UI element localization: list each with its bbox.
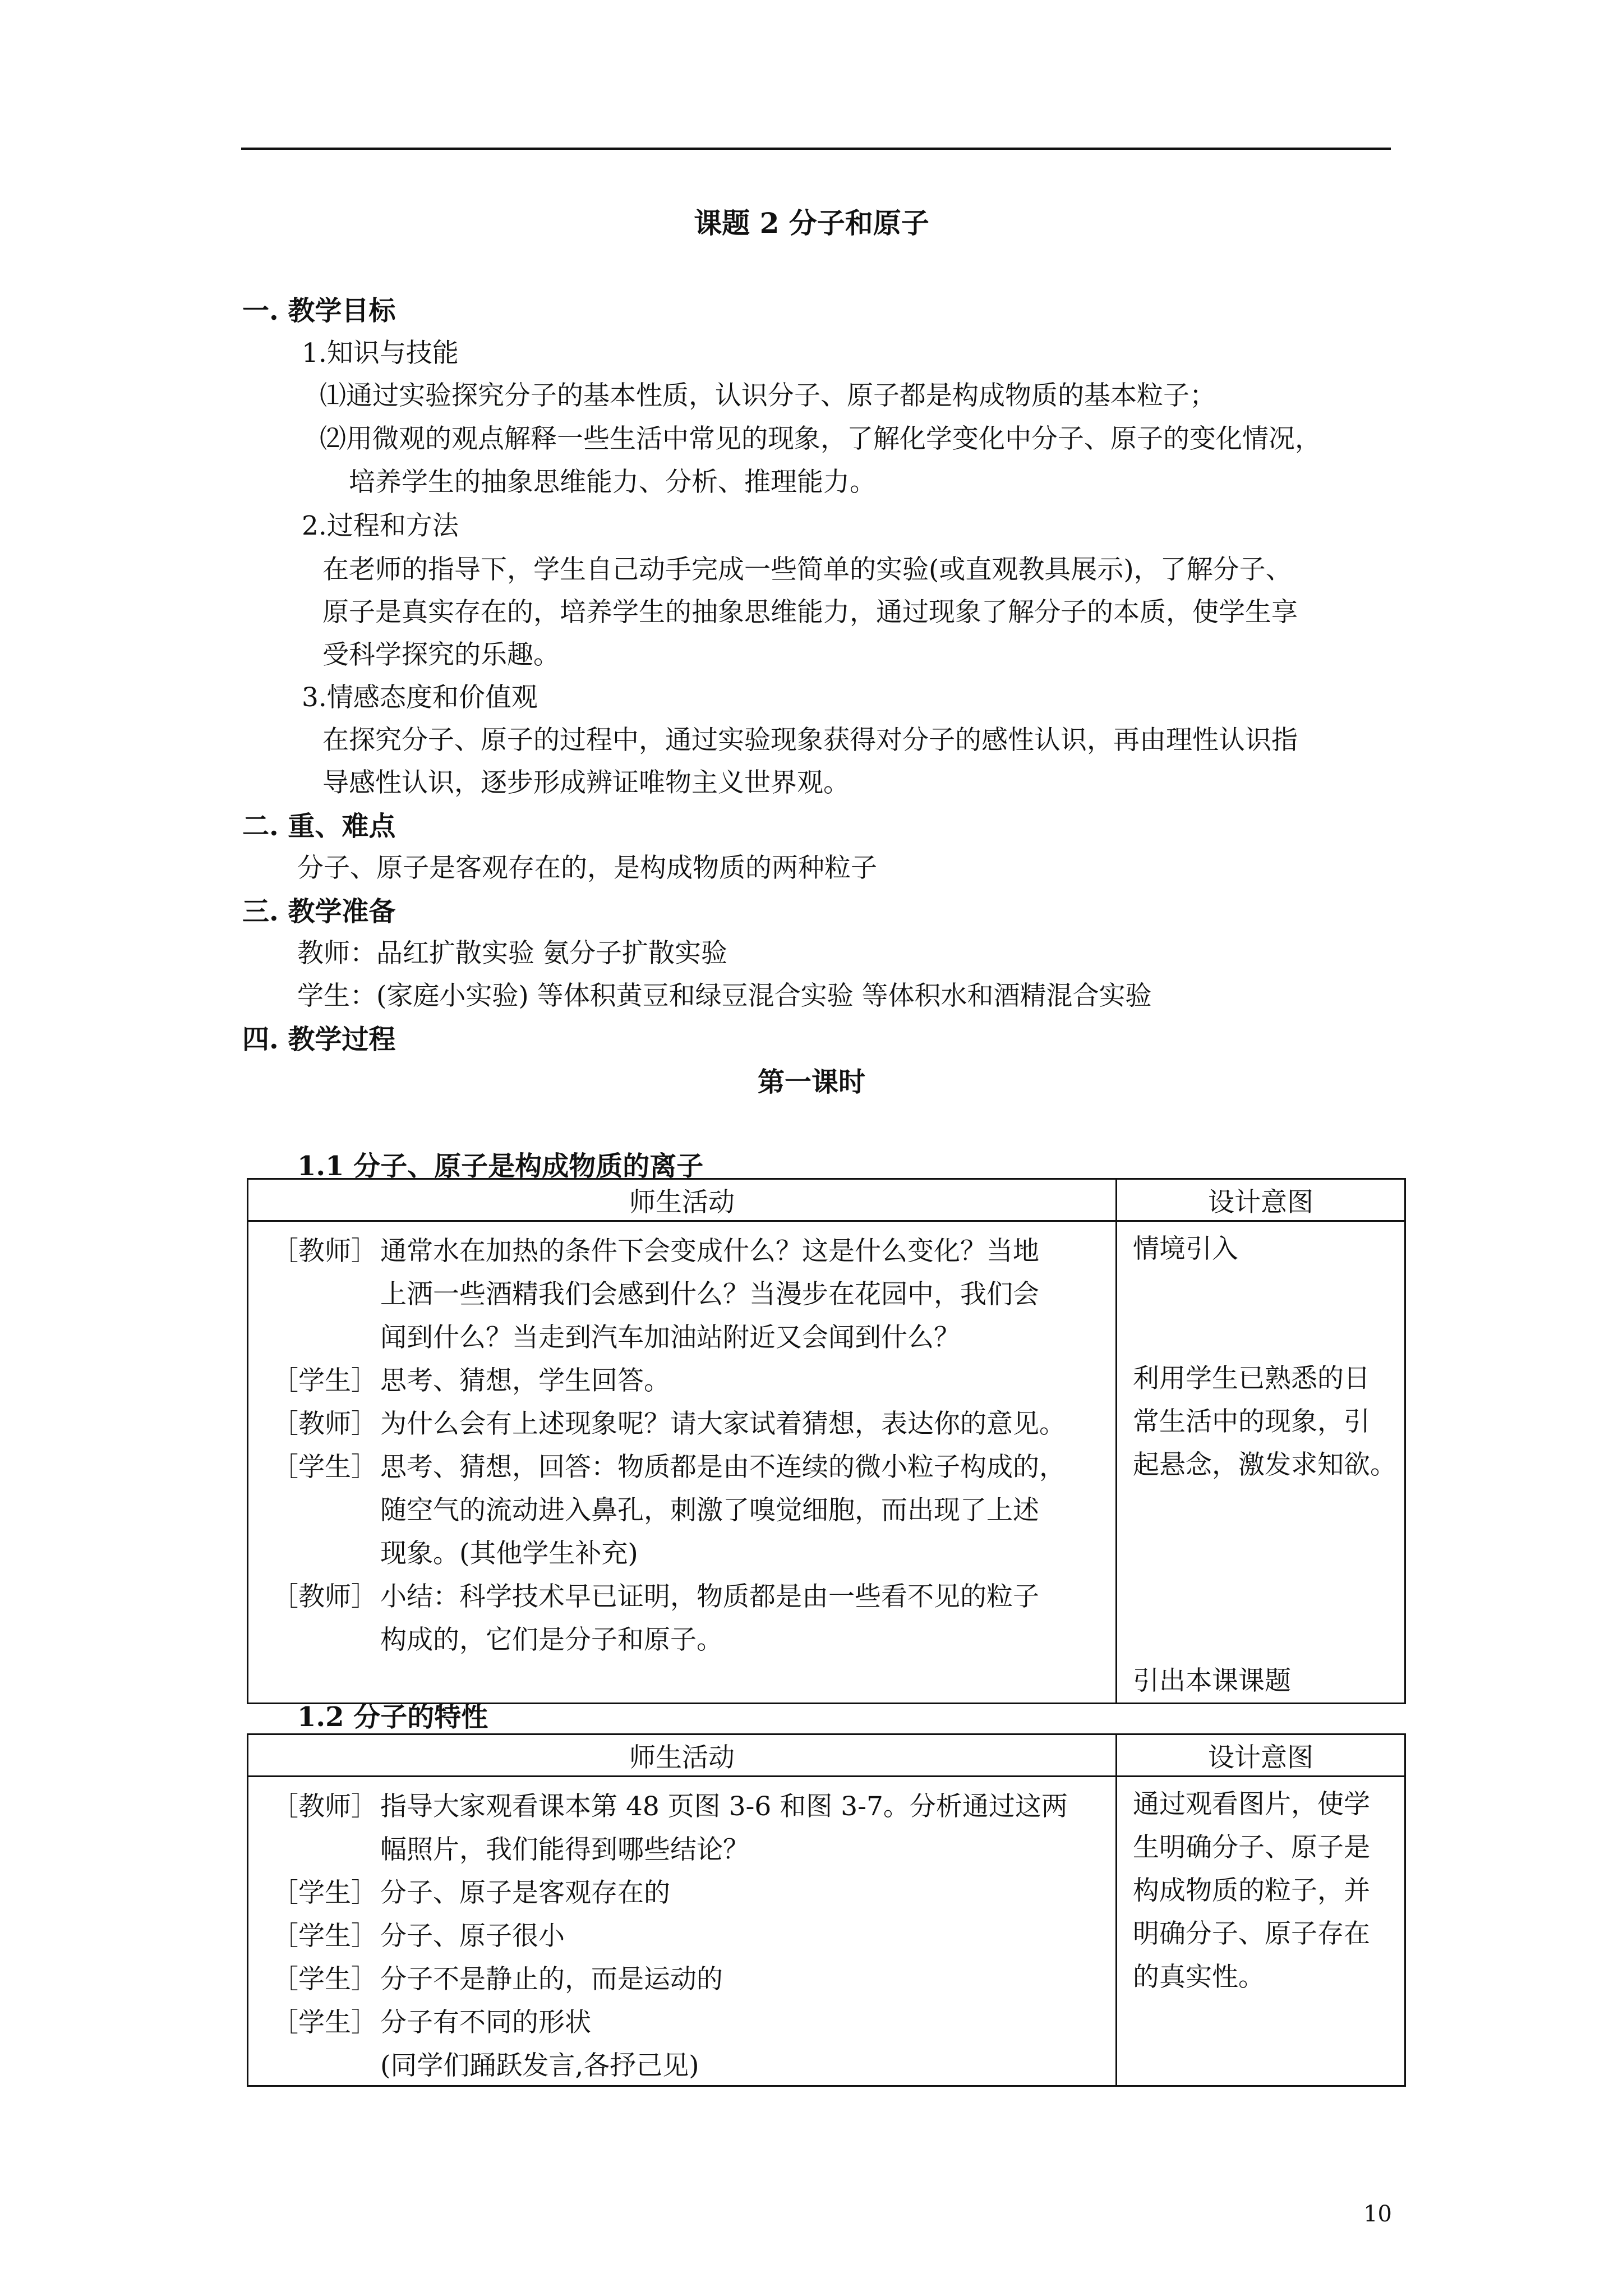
intent-line	[1133, 1487, 1404, 1530]
activity-line	[248, 1999, 1115, 2042]
activity-text: (同学们踊跃发言,各抒己见)	[380, 2050, 699, 2081]
intent-line: 常生活中的现象，引	[1133, 1406, 1370, 1437]
paragraph-line: 在老师的指导下，学生自己动手完成一些简单的实验(或直观教具展示)，了解分子、	[322, 554, 1292, 585]
activity-text: 随空气的流动进入鼻孔，刺激了嗅觉细胞，而出现了上述	[380, 1495, 1039, 1526]
intent-cell	[1117, 1222, 1404, 1703]
intent-line	[1133, 1530, 1404, 1573]
section-heading-key-points: 二. 重、难点	[242, 811, 396, 842]
speaker-label: ［学生］	[272, 1964, 377, 1995]
intent-line: 起悬念，激发求知欲。	[1133, 1450, 1396, 1480]
activity-line	[248, 1227, 1115, 1271]
paragraph-line: 教师：品红扩散实验 氨分子扩散实验	[297, 938, 727, 969]
speaker-label: ［教师］	[272, 1581, 377, 1612]
table2-heading: 1.2 分子的特性	[297, 1701, 488, 1733]
intent-line: 引出本课课题	[1133, 1665, 1291, 1696]
speaker-label: ［学生］	[272, 2007, 377, 2038]
intent-line: 生明确分子、原子是	[1133, 1832, 1370, 1863]
column-header-intent: 设计意图	[1117, 1734, 1405, 1777]
activity-cell	[248, 1222, 1115, 1703]
speaker-label: ［学生］	[272, 1365, 377, 1396]
section-heading-process: 四. 教学过程	[242, 1024, 396, 1055]
activity-text: 思考、猜想，学生回答。	[380, 1365, 670, 1396]
activity-line	[248, 1487, 1115, 1530]
activity-text: 思考、猜想，回答：物质都是由不连续的微小粒子构成的，	[380, 1452, 1066, 1483]
speaker-label: ［教师］	[272, 1236, 377, 1267]
activity-line	[248, 1826, 1115, 1869]
section-heading-preparation: 三. 教学准备	[242, 896, 396, 927]
subheading-knowledge: 1.知识与技能	[302, 338, 459, 369]
intent-line: 构成物质的粒子，并	[1133, 1875, 1370, 1906]
activity-text: 通常水在加热的条件下会变成什么？这是什么变化？当地	[380, 1236, 1039, 1267]
intent-line: 利用学生已熟悉的日	[1133, 1363, 1370, 1394]
activity-line	[248, 1357, 1115, 1400]
activity-text: 上洒一些酒精我们会感到什么？当漫步在花园中，我们会	[380, 1279, 1039, 1310]
column-header-intent: 设计意图	[1117, 1179, 1405, 1221]
activity-text: 指导大家观看课本第 48 页图 3-6 和图 3-7。分析通过这两	[380, 1791, 1068, 1822]
paragraph-line: 导感性认识，逐步形成辨证唯物主义世界观。	[322, 767, 850, 798]
intent-line	[1133, 1573, 1404, 1616]
activity-cell	[248, 1777, 1115, 2085]
column-header-activity: 师生活动	[248, 1179, 1117, 1221]
activity-text: 现象。(其他学生补充)	[380, 1538, 638, 1569]
activity-text: 构成的，它们是分子和原子。	[380, 1625, 723, 1655]
activity-text: 分子不是静止的，而是运动的	[380, 1964, 723, 1995]
activity-line	[248, 1869, 1115, 1912]
intent-line: 通过观看图片，使学	[1133, 1789, 1370, 1820]
intent-line	[1133, 1314, 1404, 1357]
activity-text: 闻到什么？当走到汽车加油站附近又会闻到什么？	[380, 1322, 960, 1353]
paragraph-line: 分子、原子是客观存在的，是构成物质的两种粒子	[297, 853, 877, 884]
intent-line	[1133, 1616, 1404, 1659]
header-rule	[241, 148, 1391, 150]
table-molecule-properties	[247, 1733, 1406, 2087]
activity-line	[248, 1530, 1115, 1573]
lesson-heading: 第一课时	[757, 1066, 865, 1098]
speaker-label: ［学生］	[272, 1921, 377, 1952]
paragraph-line: 原子是真实存在的，培养学生的抽象思维能力，通过现象了解分子的本质，使学生享	[322, 597, 1298, 628]
paragraph-line: 受科学探究的乐趣。	[322, 639, 560, 670]
activity-text: 小结：科学技术早已证明，物质都是由一些看不见的粒子	[380, 1581, 1039, 1612]
column-header-activity: 师生活动	[248, 1734, 1117, 1777]
paragraph-line: ⑴通过实验探究分子的基本性质，认识分子、原子都是构成物质的基本粒子；	[320, 380, 1216, 411]
activity-line	[248, 1271, 1115, 1314]
activity-line	[248, 1314, 1115, 1357]
activity-line	[248, 1573, 1115, 1616]
table1-heading: 1.1 分子、原子是构成物质的离子	[297, 1151, 704, 1182]
speaker-label: ［教师］	[272, 1409, 377, 1439]
intent-cell	[1117, 1777, 1404, 1999]
intent-line: 的真实性。	[1133, 1962, 1265, 1993]
activity-line	[248, 1912, 1115, 1955]
paragraph-line: 学生：(家庭小实验) 等体积黄豆和绿豆混合实验 等体积水和酒精混合实验	[297, 981, 1152, 1011]
page-number: 10	[1363, 2201, 1392, 2227]
paragraph-line: 培养学生的抽象思维能力、分析、推理能力。	[349, 467, 876, 498]
page-title: 课题 2 分子和原子	[694, 206, 929, 240]
activity-text: 为什么会有上述现象呢？请大家试着猜想，表达你的意见。	[380, 1409, 1066, 1439]
activity-text: 分子有不同的形状	[380, 2007, 591, 2038]
activity-text: 幅照片，我们能得到哪些结论？	[380, 1834, 749, 1865]
speaker-label: ［教师］	[272, 1791, 377, 1822]
section-heading-objectives: 一. 教学目标	[242, 295, 396, 326]
activity-line	[248, 1400, 1115, 1443]
activity-line	[248, 1955, 1115, 1999]
intent-line: 明确分子、原子存在	[1133, 1918, 1370, 1949]
paragraph-line: ⑵用微观的观点解释一些生活中常见的现象，了解化学变化中分子、原子的变化情况，	[320, 424, 1321, 454]
speaker-label: ［学生］	[272, 1452, 377, 1483]
activity-line	[248, 2042, 1115, 2085]
activity-line	[248, 1783, 1115, 1826]
subheading-process: 2.过程和方法	[302, 510, 459, 541]
activity-text: 分子、原子是客观存在的	[380, 1878, 670, 1908]
activity-line	[248, 1443, 1115, 1487]
subheading-attitude: 3.情感态度和价值观	[302, 682, 538, 713]
activity-text: 分子、原子很小	[380, 1921, 565, 1952]
intent-line: 情境引入	[1133, 1234, 1238, 1264]
paragraph-line: 在探究分子、原子的过程中，通过实验现象获得对分子的感性认识，再由理性认识指	[322, 725, 1298, 756]
speaker-label: ［学生］	[272, 1878, 377, 1908]
intent-line	[1133, 1271, 1404, 1314]
activity-line	[248, 1616, 1115, 1659]
table-molecules-atoms	[247, 1178, 1406, 1704]
